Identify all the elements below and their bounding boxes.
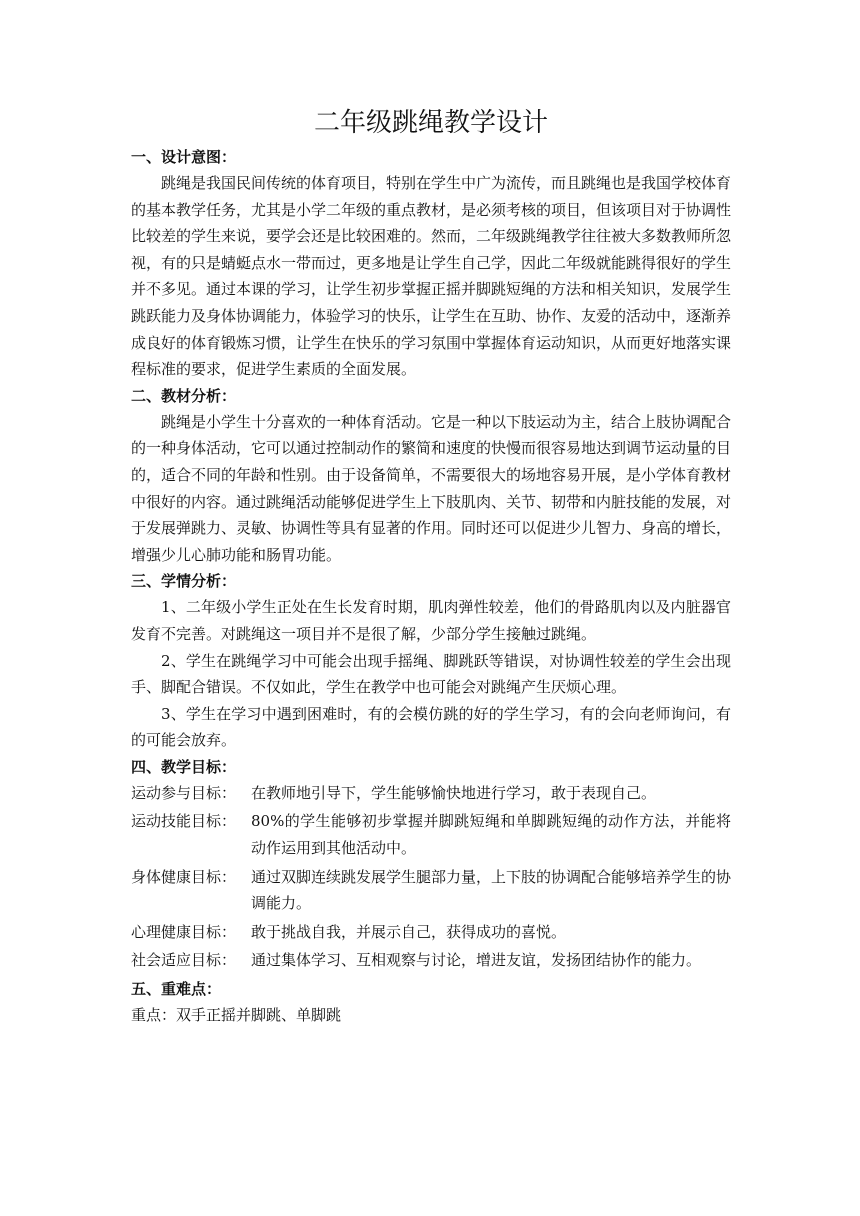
section-heading: 二、教材分析： [131, 386, 237, 405]
section-heading: 三、学情分析： [131, 572, 237, 591]
goal-item [131, 864, 731, 917]
goal-text: 敢于挑战自我，并展示自己，获得成功的喜悦。 [251, 922, 567, 941]
section-teaching-goals [131, 754, 731, 974]
goal-item [131, 808, 731, 861]
goal-item [131, 947, 731, 974]
section-student-analysis [131, 568, 731, 754]
goal-label: 身体健康目标： [131, 867, 237, 886]
goal-text: 通过集体学习、互相观察与讨论，增进友谊，发扬团结协作的能力。 [251, 951, 702, 970]
goal-label: 社会适应目标： [131, 951, 237, 970]
document-title: 二年级跳绳教学设计 [313, 108, 548, 138]
section-paragraph: 3、学生在学习中遇到困难时，有的会模仿跳的好的学生学习，有的会向老师询问，有的可能会放弃。 [131, 704, 731, 750]
goal-label: 运动参与目标： [131, 783, 237, 802]
goal-item [131, 780, 731, 807]
goal-text: 通过双脚连续跳发展学生腿部力量，上下肢的协调配合能够培养学生的协调能力。 [251, 867, 732, 913]
goal-label: 心理健康目标： [131, 922, 237, 941]
section-paragraph: 2、学生在跳绳学习中可能会出现手摇绳、脚跳跃等错误，对协调性较差的学生会出现手、脚配合错误。不仅如此，学生在教学中也可能会对跳绳产生厌烦心理。 [131, 651, 731, 697]
goal-text: 在教师地引导下，学生能够愉快地进行学习，敢于表现自己。 [251, 783, 657, 802]
section-paragraph: 跳绳是我国民间传统的体育项目，特别在学生中广为流传，而且跳绳也是我国学校体育的基本教学任务，尤其是小学二年级的重点教材，是必须考核的项目，但该项目对于协调性比较差的学生来说，要学会还是比较困难的。然而，二年级跳绳教学往往被大多数教师所忽视，有的只是蜻蜓点水一带而过，更多地是让学生自己学，因此二年级就能跳得很好的学生并不多见。通过本课的学习，让学生初步掌握正摇并脚跳短绳的方法和相关知识，发展学生跳跃能力及身体协调能力，体验学习的快乐，让学生在互助、协作、友爱的活动中，逐渐养成良好的体育锻炼习惯，让学生在快乐的学习氛围中掌握体育运动知识，从而更好地落实课程标准的要求，促进学生素质的全面发展。 [131, 174, 732, 379]
section-key-difficulties [131, 976, 731, 1029]
goal-label: 运动技能目标： [131, 812, 237, 831]
section-material-analysis [131, 383, 731, 569]
section-heading: 五、重难点： [131, 980, 222, 999]
section-heading: 一、设计意图： [131, 148, 237, 166]
section-heading: 四、教学目标： [131, 757, 237, 776]
section-paragraph: 1、二年级小学生正处在生长发育时期，肌肉弹性较差，他们的骨路肌肉以及内脏器官发育不完善。对跳绳这一项目并不是很了解，少部分学生接触过跳绳。 [131, 598, 731, 643]
key-point-line: 重点：双手正摇并脚跳、单脚跳 [131, 1006, 342, 1025]
document-content [131, 104, 731, 1029]
section-design-intent [131, 144, 731, 383]
section-paragraph: 跳绳是小学生十分喜欢的一种体育活动。它是一种以下肢运动为主，结合上肢协调配合的一种身体活动，它可以通过控制动作的繁简和速度的快慢而很容易地达到调节运动量的目的，适合不同的年龄和性别。由于设备简单，不需要很大的场地容易开展，是小学体育教材中很好的内容。通过跳绳活动能够促进学生上下肢肌肉、关节、韧带和内脏技能的发展，对于发展弹跳力、灵敏、协调性等具有显著的作用。同时还可以促进少儿智力、身高的增长，增强少儿心肺功能和肠胃功能。 [131, 412, 732, 564]
goal-text: 80%的学生能够初步掌握并脚跳短绳和单脚跳短绳的动作方法，并能将动作运用到其他活动中。 [251, 812, 731, 858]
goal-item [131, 919, 731, 946]
